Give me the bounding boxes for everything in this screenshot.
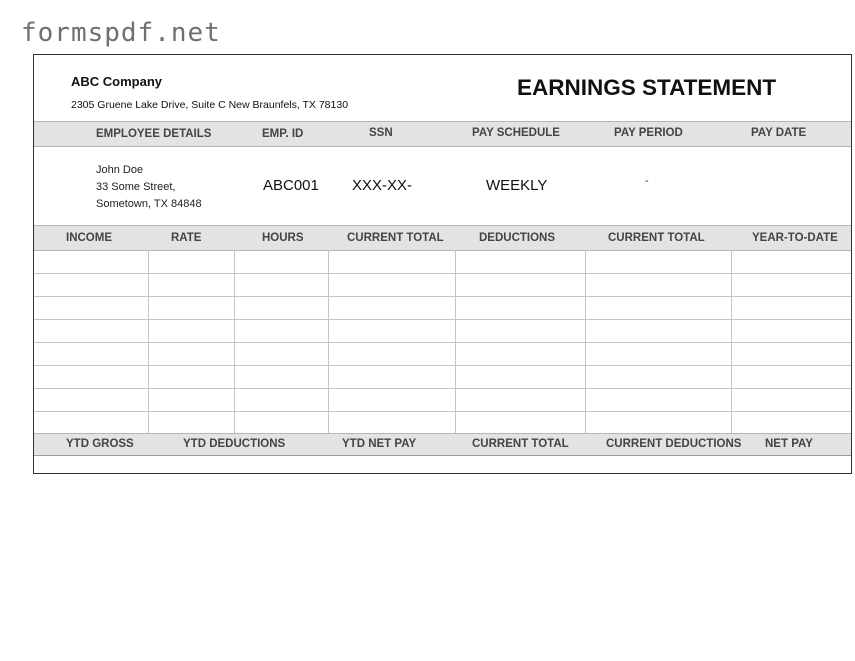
header-year-to-date: YEAR-TO-DATE bbox=[752, 232, 838, 244]
employee-city: Sometown, TX 84848 bbox=[96, 198, 202, 210]
header-employee-details: EMPLOYEE DETAILS bbox=[96, 128, 212, 140]
statement-title: EARNINGS STATEMENT bbox=[517, 75, 777, 100]
header-ytd-net-pay: YTD NET PAY bbox=[342, 438, 417, 450]
header-pay-schedule: PAY SCHEDULE bbox=[472, 127, 560, 139]
header-current-total: CURRENT TOTAL bbox=[347, 232, 444, 244]
summary-header-band bbox=[34, 433, 851, 456]
header-deductions: DEDUCTIONS bbox=[479, 232, 556, 244]
header-emp-id: EMP. ID bbox=[262, 128, 304, 140]
ssn-value: XXX-XX- bbox=[352, 177, 413, 194]
grid-row-divider bbox=[34, 365, 851, 366]
company-name: ABC Company bbox=[71, 74, 163, 89]
grid-row-divider bbox=[34, 319, 851, 320]
earnings-statement-form bbox=[33, 54, 852, 474]
header-ytd-gross: YTD GROSS bbox=[66, 438, 134, 450]
header-summary-current-total: CURRENT TOTAL bbox=[472, 438, 569, 450]
grid-row-divider bbox=[34, 342, 851, 343]
header-ssn: SSN bbox=[369, 127, 393, 139]
income-header-band bbox=[34, 225, 851, 251]
header-current-total-2: CURRENT TOTAL bbox=[608, 232, 705, 244]
header-ytd-deductions: YTD DEDUCTIONS bbox=[183, 438, 286, 450]
watermark: formspdf.net bbox=[21, 18, 221, 48]
grid-row-divider bbox=[34, 388, 851, 389]
pay-schedule-value: WEEKLY bbox=[486, 177, 548, 194]
header-rate: RATE bbox=[171, 232, 202, 244]
summary-values-row bbox=[34, 455, 851, 474]
header-net-pay: NET PAY bbox=[765, 438, 813, 450]
pay-period-value: - bbox=[645, 175, 649, 187]
employee-street: 33 Some Street, bbox=[96, 181, 176, 193]
header-pay-period: PAY PERIOD bbox=[614, 127, 683, 139]
income-grid bbox=[34, 250, 851, 434]
grid-row-divider bbox=[34, 411, 851, 412]
employee-name: John Doe bbox=[96, 164, 144, 176]
header-income: INCOME bbox=[66, 232, 112, 244]
company-address: 2305 Gruene Lake Drive, Suite C New Braunfels, TX 78130 bbox=[71, 99, 349, 111]
header-pay-date: PAY DATE bbox=[751, 127, 807, 139]
employee-id-value: ABC001 bbox=[263, 177, 319, 194]
grid-row-divider bbox=[34, 273, 851, 274]
header-hours: HOURS bbox=[262, 232, 304, 244]
employee-header-band bbox=[34, 121, 851, 147]
header-current-deductions: CURRENT DEDUCTIONS bbox=[606, 438, 742, 450]
grid-row-divider bbox=[34, 296, 851, 297]
